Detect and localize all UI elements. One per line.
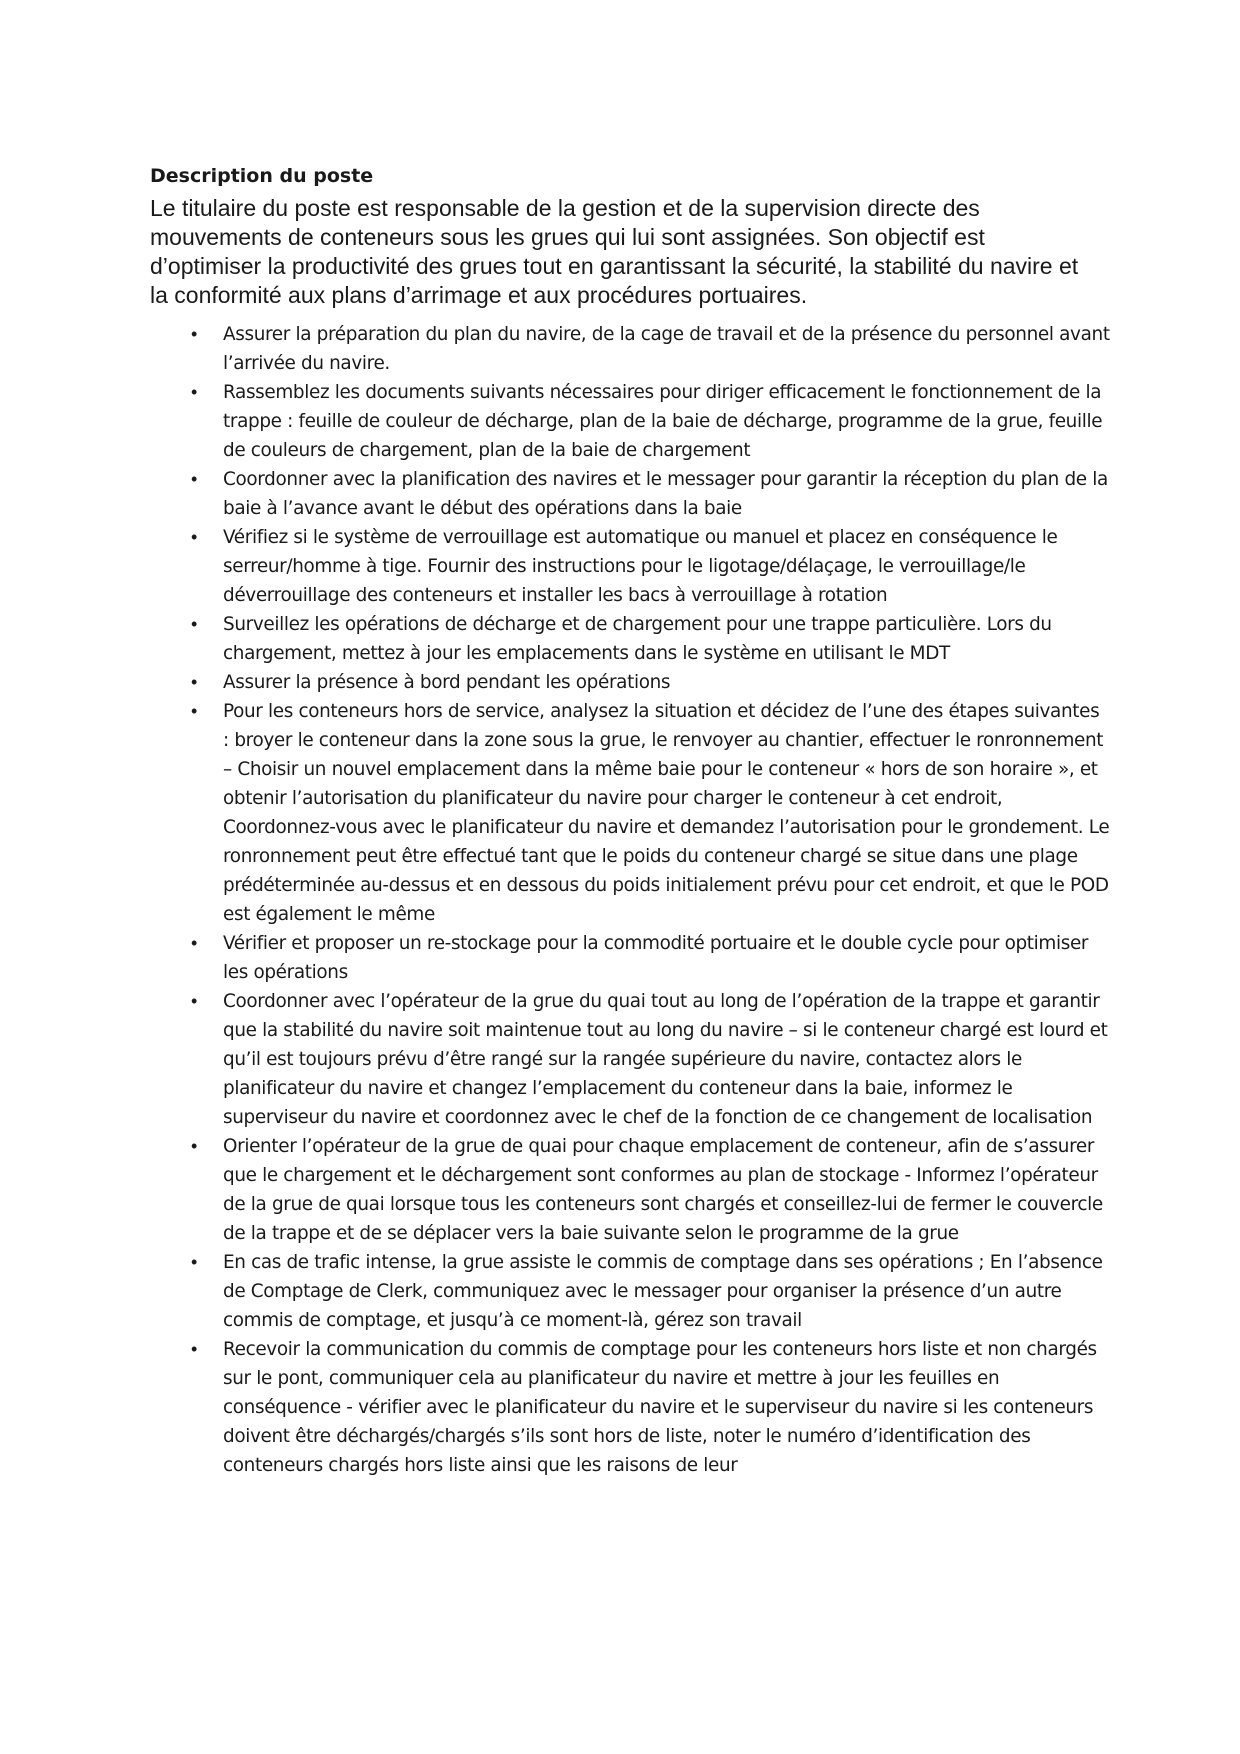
list-item: • Recevoir la communication du commis de comptage pour les conteneurs hors liste et non chargés sur le pont, communiquer cela au planificateur du navire et mettre à jour les feuilles en conséquence - vérifier avec le planificateur du navire et le superviseur du navire si les conteneurs doivent être déchargés/chargés s’ils sont hors de liste, noter le numéro d’identification des conteneurs chargés hors liste ainsi que les raisons de leur bbox=[150, 1335, 1110, 1480]
list-item: • Coordonner avec l’opérateur de la grue du quai tout au long de l’opération de la trappe et garantir que la stabilité du navire soit maintenue tout au long du navire – si le conteneur chargé est lourd et qu’il est toujours prévu d’être rangé sur la rangée supérieure du navire, contactez alors le planificateur du navire et changez l’emplacement du conteneur dans la baie, informez le superviseur du navire et coordonnez avec le chef de la fonction de ce changement de localisation bbox=[150, 987, 1110, 1132]
list-item: • Orienter l’opérateur de la grue de quai pour chaque emplacement de conteneur, afin de s’assurer que le chargement et le déchargement sont conformes au plan de stockage - Informez l’opérateur de la grue de quai lorsque tous les conteneurs sont chargés et conseillez-lui de fermer le couvercle de la trappe et de se déplacer vers la baie suivante selon le programme de la grue bbox=[150, 1132, 1110, 1248]
list-item: • Coordonner avec la planification des navires et le messager pour garantir la réception du plan de la baie à l’avance avant le début des opérations dans la baie bbox=[150, 465, 1110, 523]
intro-paragraph: Le titulaire du poste est responsable de la gestion et de la supervision directe des mouvements de conteneurs sous les grues qui lui sont assignées. Son objectif est d’optimiser la productivité des grues tout en garantissant la sécurité, la stabilité du navire et la conformité aux plans d’arrimage et aux procédures portuaires. bbox=[150, 195, 1079, 308]
list-item: • Vérifier et proposer un re-stockage pour la commodité portuaire et le double cycle pour optimiser les opérations bbox=[150, 929, 1110, 987]
document-page bbox=[150, 164, 1110, 1480]
list-item: • Pour les conteneurs hors de service, analysez la situation et décidez de l’une des étapes suivantes : broyer le conteneur dans la zone sous la grue, le renvoyer au chantier, effectuer le ronronnement – Choisir un nouvel emplacement dans la même baie pour le conteneur « hors de son horaire », et obtenir l’autorisation du planificateur du navire pour charger le conteneur à cet endroit, Coordonnez-vous avec le planificateur du navire et demandez l’autorisation pour le grondement. Le ronronnement peut être effectué tant que le poids du conteneur chargé se situe dans une plage prédéterminée au-dessus et en dessous du poids initialement prévu pour cet endroit, et que le POD est également le même bbox=[150, 697, 1110, 929]
list-item: • Surveillez les opérations de décharge et de chargement pour une trappe particulière. Lors du chargement, mettez à jour les emplacements dans le système en utilisant le MDT bbox=[150, 610, 1110, 668]
list-item: • Assurer la préparation du plan du navire, de la cage de travail et de la présence du personnel avant l’arrivée du navire. bbox=[150, 320, 1110, 378]
list-item: • Assurer la présence à bord pendant les opérations bbox=[150, 668, 1110, 697]
duties-list bbox=[150, 320, 1110, 1480]
list-item: • Rassemblez les documents suivants nécessaires pour diriger efficacement le fonctionnement de la trappe : feuille de couleur de décharge, plan de la baie de décharge, programme de la grue, feuille de couleurs de chargement, plan de la baie de chargement bbox=[150, 378, 1110, 465]
list-item: • Vérifiez si le système de verrouillage est automatique ou manuel et placez en conséquence le serreur/homme à tige. Fournir des instructions pour le ligotage/délaçage, le verrouillage/le déverrouillage des conteneurs et installer les bacs à verrouillage à rotation bbox=[150, 523, 1110, 610]
section-heading: Description du poste bbox=[150, 165, 374, 187]
list-item: • En cas de trafic intense, la grue assiste le commis de comptage dans ses opérations ; En l’absence de Comptage de Clerk, communiquez avec le messager pour organiser la présence d’un autre commis de comptage, et jusqu’à ce moment-là, gérez son travail bbox=[150, 1248, 1110, 1335]
